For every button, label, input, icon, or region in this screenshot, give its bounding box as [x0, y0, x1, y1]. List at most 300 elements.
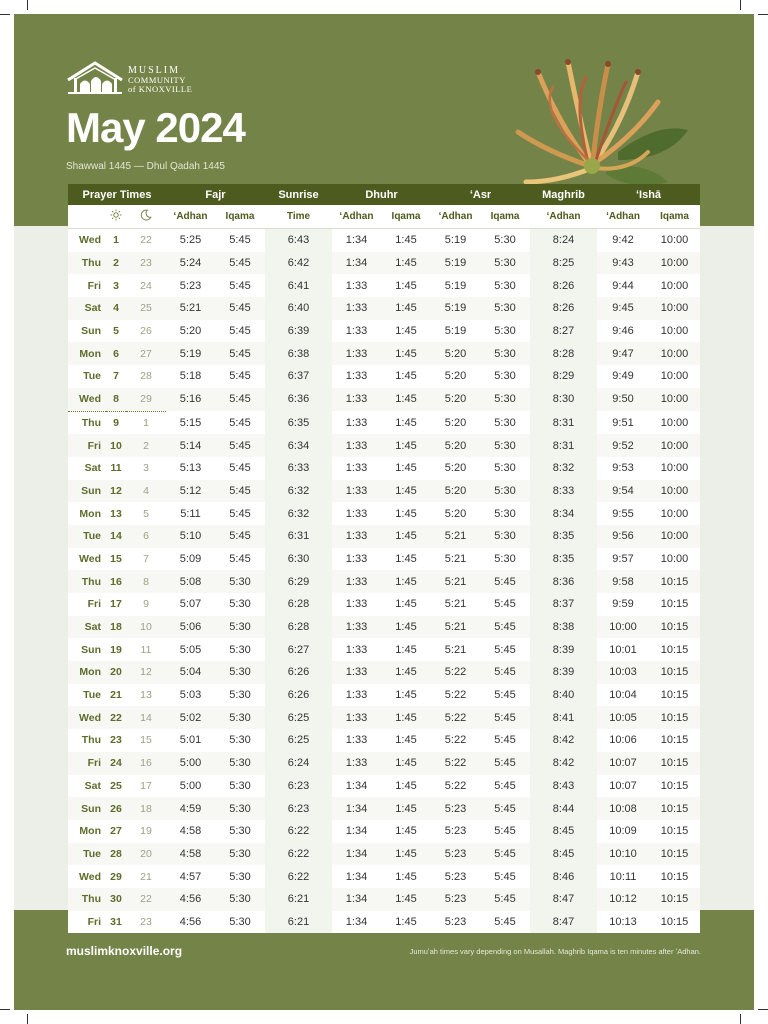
isha-iqama: 10:00	[649, 297, 700, 320]
hijri-date: 12	[126, 661, 166, 684]
dhuhr-adhan: 1:33	[332, 548, 381, 571]
fajr-adhan: 5:01	[166, 729, 215, 752]
logo-text	[128, 66, 192, 95]
date: 31	[106, 911, 126, 934]
dhuhr-adhan: 1:33	[332, 616, 381, 639]
dhuhr-iqama: 1:45	[381, 729, 431, 752]
maghrib-adhan: 8:37	[530, 593, 597, 616]
dhuhr-adhan: 1:33	[332, 297, 381, 320]
hijri-date: 27	[126, 342, 166, 365]
fajr-adhan: 5:13	[166, 457, 215, 480]
asr-adhan: 5:20	[431, 502, 480, 525]
fajr-iqama: 5:30	[215, 638, 265, 661]
maghrib-adhan: 8:43	[530, 775, 597, 798]
hijri-date: 5	[126, 502, 166, 525]
date: 26	[106, 797, 126, 820]
header-fajr: Fajr	[166, 184, 265, 205]
dhuhr-adhan: 1:33	[332, 457, 381, 480]
asr-adhan: 5:21	[431, 570, 480, 593]
dhuhr-adhan: 1:34	[332, 888, 381, 911]
weekday: Wed	[68, 229, 106, 252]
fajr-adhan: 4:58	[166, 820, 215, 843]
date: 29	[106, 865, 126, 888]
fajr-adhan: 5:02	[166, 706, 215, 729]
sunrise-time: 6:40	[265, 297, 332, 320]
asr-adhan: 5:23	[431, 820, 480, 843]
isha-adhan: 9:51	[597, 411, 649, 434]
asr-iqama: 5:45	[480, 820, 530, 843]
header-prayer-times: Prayer Times	[68, 184, 166, 205]
sunrise-time: 6:28	[265, 593, 332, 616]
date: 23	[106, 729, 126, 752]
dhuhr-adhan: 1:33	[332, 593, 381, 616]
table-row	[68, 729, 700, 752]
isha-adhan: 10:05	[597, 706, 649, 729]
hijri-date: 22	[126, 888, 166, 911]
isha-iqama: 10:15	[649, 638, 700, 661]
fajr-adhan: 5:24	[166, 252, 215, 275]
asr-iqama: 5:30	[480, 342, 530, 365]
isha-adhan: 10:00	[597, 616, 649, 639]
asr-adhan: 5:20	[431, 434, 480, 457]
fajr-adhan: 5:20	[166, 320, 215, 343]
asr-adhan: 5:19	[431, 229, 480, 252]
date: 30	[106, 888, 126, 911]
fajr-iqama: 5:30	[215, 729, 265, 752]
fajr-adhan: 4:57	[166, 865, 215, 888]
fajr-iqama: 5:45	[215, 274, 265, 297]
crop-mark	[27, 0, 28, 10]
hijri-date: 17	[126, 775, 166, 798]
asr-iqama: 5:30	[480, 365, 530, 388]
isha-iqama: 10:15	[649, 888, 700, 911]
table-row	[68, 229, 700, 252]
isha-adhan: 9:50	[597, 388, 649, 411]
table-row	[68, 911, 700, 934]
fajr-iqama: 5:30	[215, 661, 265, 684]
hijri-date: 6	[126, 525, 166, 548]
isha-iqama: 10:15	[649, 729, 700, 752]
fajr-adhan: 5:09	[166, 548, 215, 571]
weekday: Tue	[68, 365, 106, 388]
logo	[66, 60, 206, 96]
date: 13	[106, 502, 126, 525]
dhuhr-iqama: 1:45	[381, 525, 431, 548]
asr-adhan: 5:22	[431, 729, 480, 752]
header-maghrib: Maghrib	[530, 184, 597, 205]
dhuhr-adhan: 1:34	[332, 229, 381, 252]
isha-iqama: 10:15	[649, 911, 700, 934]
sunrise-time: 6:24	[265, 752, 332, 775]
isha-iqama: 10:15	[649, 843, 700, 866]
fajr-iqama: 5:30	[215, 775, 265, 798]
dhuhr-adhan: 1:33	[332, 684, 381, 707]
maghrib-adhan: 8:42	[530, 729, 597, 752]
isha-adhan: 10:01	[597, 638, 649, 661]
dhuhr-adhan: 1:34	[332, 820, 381, 843]
date: 24	[106, 752, 126, 775]
hijri-date: 13	[126, 684, 166, 707]
sunrise-time: 6:22	[265, 865, 332, 888]
crop-mark	[740, 0, 741, 10]
isha-adhan: 10:04	[597, 684, 649, 707]
dhuhr-adhan: 1:34	[332, 252, 381, 275]
fajr-iqama: 5:45	[215, 388, 265, 411]
dhuhr-adhan: 1:33	[332, 638, 381, 661]
isha-adhan: 9:57	[597, 548, 649, 571]
maghrib-adhan: 8:35	[530, 548, 597, 571]
maghrib-adhan: 8:47	[530, 911, 597, 934]
fajr-iqama: 5:30	[215, 865, 265, 888]
date: 6	[106, 342, 126, 365]
fajr-iqama: 5:45	[215, 502, 265, 525]
asr-iqama: 5:45	[480, 888, 530, 911]
isha-adhan: 9:52	[597, 434, 649, 457]
isha-iqama: 10:00	[649, 434, 700, 457]
subheader-asr-adhan: ʻAdhan	[431, 205, 480, 229]
isha-iqama: 10:15	[649, 570, 700, 593]
sunrise-time: 6:30	[265, 548, 332, 571]
isha-iqama: 10:15	[649, 661, 700, 684]
isha-adhan: 10:10	[597, 843, 649, 866]
maghrib-adhan: 8:29	[530, 365, 597, 388]
table-row	[68, 593, 700, 616]
dhuhr-adhan: 1:33	[332, 411, 381, 434]
sunrise-time: 6:22	[265, 843, 332, 866]
hijri-date: 11	[126, 638, 166, 661]
weekday: Wed	[68, 865, 106, 888]
dhuhr-iqama: 1:45	[381, 252, 431, 275]
fajr-iqama: 5:30	[215, 820, 265, 843]
fajr-iqama: 5:45	[215, 365, 265, 388]
dhuhr-iqama: 1:45	[381, 752, 431, 775]
asr-iqama: 5:45	[480, 729, 530, 752]
dhuhr-iqama: 1:45	[381, 365, 431, 388]
fajr-adhan: 5:19	[166, 342, 215, 365]
maghrib-adhan: 8:47	[530, 888, 597, 911]
asr-iqama: 5:30	[480, 457, 530, 480]
table-row	[68, 775, 700, 798]
table-row	[68, 888, 700, 911]
fajr-adhan: 5:07	[166, 593, 215, 616]
fajr-adhan: 5:23	[166, 274, 215, 297]
date: 15	[106, 548, 126, 571]
calendar-sheet	[14, 14, 754, 1010]
crop-mark	[0, 1009, 10, 1010]
fajr-adhan: 5:08	[166, 570, 215, 593]
hijri-date: 1	[126, 411, 166, 434]
table-row	[68, 843, 700, 866]
isha-adhan: 9:58	[597, 570, 649, 593]
maghrib-adhan: 8:38	[530, 616, 597, 639]
date: 9	[106, 411, 126, 434]
weekday: Mon	[68, 820, 106, 843]
hijri-date: 24	[126, 274, 166, 297]
asr-iqama: 5:30	[480, 502, 530, 525]
table-row	[68, 297, 700, 320]
isha-iqama: 10:00	[649, 388, 700, 411]
weekday: Mon	[68, 342, 106, 365]
dhuhr-iqama: 1:45	[381, 434, 431, 457]
fajr-iqama: 5:30	[215, 888, 265, 911]
asr-iqama: 5:30	[480, 411, 530, 434]
isha-adhan: 9:53	[597, 457, 649, 480]
maghrib-adhan: 8:26	[530, 297, 597, 320]
asr-iqama: 5:45	[480, 865, 530, 888]
fajr-iqama: 5:30	[215, 911, 265, 934]
asr-adhan: 5:23	[431, 888, 480, 911]
dhuhr-adhan: 1:33	[332, 525, 381, 548]
fajr-iqama: 5:30	[215, 752, 265, 775]
isha-iqama: 10:00	[649, 525, 700, 548]
sunrise-time: 6:29	[265, 570, 332, 593]
subheader-sunrise-time: Time	[265, 205, 332, 229]
fajr-adhan: 5:00	[166, 775, 215, 798]
asr-adhan: 5:23	[431, 865, 480, 888]
isha-iqama: 10:00	[649, 274, 700, 297]
table-row	[68, 638, 700, 661]
weekday: Mon	[68, 661, 106, 684]
dhuhr-iqama: 1:45	[381, 820, 431, 843]
isha-iqama: 10:00	[649, 320, 700, 343]
asr-adhan: 5:23	[431, 843, 480, 866]
weekday: Sun	[68, 797, 106, 820]
dhuhr-adhan: 1:33	[332, 480, 381, 503]
sunrise-time: 6:31	[265, 525, 332, 548]
sunrise-time: 6:43	[265, 229, 332, 252]
asr-adhan: 5:20	[431, 411, 480, 434]
fajr-iqama: 5:30	[215, 570, 265, 593]
dhuhr-iqama: 1:45	[381, 342, 431, 365]
table-row	[68, 457, 700, 480]
asr-adhan: 5:20	[431, 365, 480, 388]
dhuhr-adhan: 1:33	[332, 320, 381, 343]
asr-iqama: 5:30	[480, 388, 530, 411]
dhuhr-iqama: 1:45	[381, 320, 431, 343]
dhuhr-adhan: 1:33	[332, 661, 381, 684]
crop-mark	[740, 1014, 741, 1024]
asr-adhan: 5:22	[431, 661, 480, 684]
dhuhr-adhan: 1:34	[332, 775, 381, 798]
date: 18	[106, 616, 126, 639]
isha-iqama: 10:00	[649, 411, 700, 434]
asr-iqama: 5:45	[480, 638, 530, 661]
weekday: Wed	[68, 548, 106, 571]
weekday: Tue	[68, 525, 106, 548]
maghrib-adhan: 8:39	[530, 661, 597, 684]
fajr-adhan: 5:15	[166, 411, 215, 434]
hijri-date: 26	[126, 320, 166, 343]
fajr-adhan: 5:03	[166, 684, 215, 707]
hijri-date: 18	[126, 797, 166, 820]
maghrib-adhan: 8:42	[530, 752, 597, 775]
asr-iqama: 5:45	[480, 661, 530, 684]
maghrib-adhan: 8:27	[530, 320, 597, 343]
table-row	[68, 411, 700, 434]
asr-iqama: 5:45	[480, 616, 530, 639]
isha-adhan: 9:44	[597, 274, 649, 297]
table-row	[68, 752, 700, 775]
dhuhr-iqama: 1:45	[381, 706, 431, 729]
weekday: Sun	[68, 638, 106, 661]
dhuhr-iqama: 1:45	[381, 616, 431, 639]
isha-adhan: 9:47	[597, 342, 649, 365]
hijri-date: 23	[126, 252, 166, 275]
sunrise-time: 6:22	[265, 820, 332, 843]
logo-line-1: MUSLIM	[128, 65, 181, 76]
sunrise-time: 6:21	[265, 911, 332, 934]
fajr-adhan: 5:05	[166, 638, 215, 661]
fajr-iqama: 5:30	[215, 593, 265, 616]
asr-adhan: 5:21	[431, 616, 480, 639]
weekday: Fri	[68, 752, 106, 775]
fajr-adhan: 5:12	[166, 480, 215, 503]
dhuhr-adhan: 1:33	[332, 706, 381, 729]
date: 25	[106, 775, 126, 798]
table-row	[68, 820, 700, 843]
dhuhr-adhan: 1:33	[332, 274, 381, 297]
isha-adhan: 9:54	[597, 480, 649, 503]
asr-iqama: 5:30	[480, 480, 530, 503]
subheader-asr-iqama: Iqama	[480, 205, 530, 229]
subheader-maghrib-adhan: ʻAdhan	[530, 205, 597, 229]
page-title: May 2024	[66, 104, 245, 151]
date: 10	[106, 434, 126, 457]
isha-adhan: 9:46	[597, 320, 649, 343]
hijri-date: 19	[126, 820, 166, 843]
date: 14	[106, 525, 126, 548]
maghrib-adhan: 8:30	[530, 388, 597, 411]
dhuhr-adhan: 1:34	[332, 911, 381, 934]
asr-iqama: 5:45	[480, 570, 530, 593]
logo-line-3: of KNOXVILLE	[128, 84, 193, 94]
fajr-iqama: 5:45	[215, 548, 265, 571]
asr-adhan: 5:19	[431, 252, 480, 275]
asr-iqama: 5:45	[480, 752, 530, 775]
date: 16	[106, 570, 126, 593]
date: 20	[106, 661, 126, 684]
table-row	[68, 480, 700, 503]
sunrise-time: 6:32	[265, 480, 332, 503]
asr-adhan: 5:23	[431, 797, 480, 820]
weekday: Fri	[68, 911, 106, 934]
fajr-adhan: 4:56	[166, 911, 215, 934]
weekday: Sat	[68, 775, 106, 798]
table-row	[68, 320, 700, 343]
fajr-adhan: 5:14	[166, 434, 215, 457]
date: 4	[106, 297, 126, 320]
maghrib-adhan: 8:39	[530, 638, 597, 661]
isha-adhan: 10:12	[597, 888, 649, 911]
sunrise-time: 6:39	[265, 320, 332, 343]
fajr-adhan: 5:04	[166, 661, 215, 684]
asr-iqama: 5:30	[480, 525, 530, 548]
asr-adhan: 5:19	[431, 320, 480, 343]
weekday: Sun	[68, 480, 106, 503]
isha-iqama: 10:00	[649, 548, 700, 571]
weekday: Thu	[68, 570, 106, 593]
maghrib-adhan: 8:45	[530, 843, 597, 866]
footer-note: Jumuʻah times vary depending on Musallah. Maghrib Iqama is ten minutes after ʻAdhan.	[409, 947, 701, 956]
sunrise-time: 6:26	[265, 661, 332, 684]
hijri-date: 4	[126, 480, 166, 503]
honeysuckle-flower-illustration	[498, 42, 698, 206]
table-row	[68, 865, 700, 888]
isha-adhan: 9:59	[597, 593, 649, 616]
isha-adhan: 9:42	[597, 229, 649, 252]
date: 8	[106, 388, 126, 411]
dhuhr-iqama: 1:45	[381, 388, 431, 411]
isha-adhan: 9:43	[597, 252, 649, 275]
fajr-adhan: 4:58	[166, 843, 215, 866]
weekday: Thu	[68, 411, 106, 434]
website-link[interactable]: muslimknoxville.org	[66, 944, 183, 958]
hijri-date: 16	[126, 752, 166, 775]
dhuhr-iqama: 1:45	[381, 570, 431, 593]
fajr-iqama: 5:45	[215, 252, 265, 275]
table-row	[68, 365, 700, 388]
fajr-adhan: 5:10	[166, 525, 215, 548]
table-row	[68, 548, 700, 571]
weekday: Thu	[68, 252, 106, 275]
weekday: Fri	[68, 593, 106, 616]
isha-adhan: 9:49	[597, 365, 649, 388]
subheader-dhuhr-iqama: Iqama	[381, 205, 431, 229]
sunrise-time: 6:34	[265, 434, 332, 457]
sunrise-time: 6:27	[265, 638, 332, 661]
hijri-date: 15	[126, 729, 166, 752]
subheader-dhuhr-adhan: ʻAdhan	[332, 205, 381, 229]
asr-iqama: 5:45	[480, 843, 530, 866]
table-row	[68, 684, 700, 707]
fajr-iqama: 5:45	[215, 411, 265, 434]
fajr-adhan: 4:59	[166, 797, 215, 820]
date: 2	[106, 252, 126, 275]
dhuhr-iqama: 1:45	[381, 297, 431, 320]
isha-iqama: 10:15	[649, 684, 700, 707]
subheader-isha-iqama: Iqama	[649, 205, 700, 229]
table-row	[68, 797, 700, 820]
maghrib-adhan: 8:32	[530, 457, 597, 480]
sunrise-time: 6:32	[265, 502, 332, 525]
table-row	[68, 342, 700, 365]
dhuhr-adhan: 1:34	[332, 797, 381, 820]
isha-adhan: 9:56	[597, 525, 649, 548]
crop-mark	[27, 1014, 28, 1024]
isha-iqama: 10:15	[649, 616, 700, 639]
header-dhuhr: Dhuhr	[332, 184, 431, 205]
asr-adhan: 5:21	[431, 548, 480, 571]
crop-mark	[0, 14, 10, 15]
hijri-date: 22	[126, 229, 166, 252]
dhuhr-iqama: 1:45	[381, 843, 431, 866]
weekday: Wed	[68, 706, 106, 729]
asr-adhan: 5:22	[431, 684, 480, 707]
asr-adhan: 5:20	[431, 342, 480, 365]
weekday: Thu	[68, 729, 106, 752]
weekday: Fri	[68, 274, 106, 297]
maghrib-adhan: 8:40	[530, 684, 597, 707]
dhuhr-iqama: 1:45	[381, 411, 431, 434]
sunrise-time: 6:25	[265, 729, 332, 752]
dhuhr-iqama: 1:45	[381, 593, 431, 616]
dhuhr-iqama: 1:45	[381, 888, 431, 911]
header-sunrise: Sunrise	[265, 184, 332, 205]
asr-adhan: 5:21	[431, 525, 480, 548]
asr-adhan: 5:22	[431, 706, 480, 729]
hijri-date: 23	[126, 911, 166, 934]
maghrib-adhan: 8:45	[530, 820, 597, 843]
